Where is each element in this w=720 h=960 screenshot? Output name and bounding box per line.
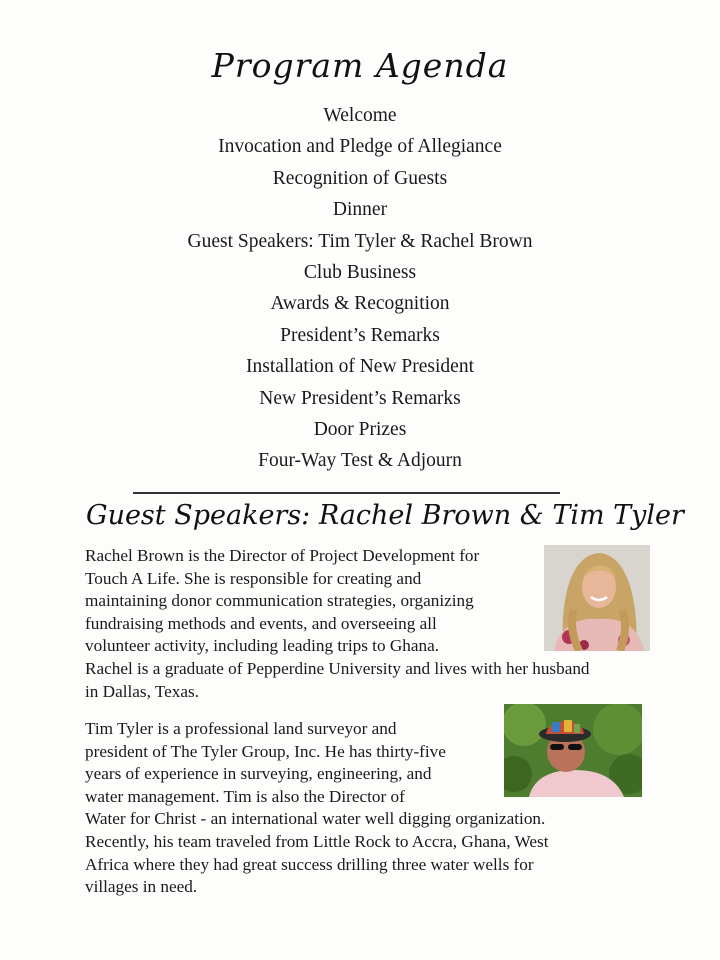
- agenda-item: Guest Speakers: Tim Tyler & Rachel Brown: [187, 230, 533, 252]
- bio-line: Rachel is a graduate of Pepperdine University and lives with her husband: [85, 658, 590, 678]
- guest-speakers-heading: Guest Speakers: Rachel Brown & Tim Tyler: [86, 500, 684, 531]
- bio-line: volunteer activity, including leading trips to Ghana.: [85, 636, 440, 656]
- agenda-item: New President’s Remarks: [259, 387, 461, 409]
- agenda-item: Recognition of Guests: [272, 167, 448, 189]
- agenda-item: Invocation and Pledge of Allegiance: [218, 136, 502, 158]
- agenda-list: [0, 100, 720, 477]
- bio-line: Africa where they had great success drilling three water wells for: [85, 854, 534, 874]
- bio-line: Rachel Brown is the Director of Project Development for: [85, 546, 480, 565]
- agenda-item: Dinner: [332, 199, 388, 221]
- tim-tyler-bio: [85, 718, 655, 899]
- bio-line: villages in need.: [85, 877, 198, 897]
- agenda-item: President’s Remarks: [280, 324, 440, 346]
- rachel-brown-bio: [85, 545, 655, 703]
- section-divider: [133, 492, 560, 494]
- agenda-item: Door Prizes: [313, 418, 407, 440]
- bio-line: president of The Tyler Group, Inc. He has thirty-five: [85, 741, 446, 761]
- bio-line: water management. Tim is also the Director of: [85, 786, 405, 806]
- bio-line: fundraising methods and events, and overseeing all: [85, 613, 437, 633]
- agenda-item: Awards & Recognition: [270, 293, 450, 315]
- bio-line: Recently, his team traveled from Little Rock to Accra, Ghana, West: [85, 831, 549, 851]
- agenda-item: Welcome: [323, 105, 397, 126]
- bio-line: years of experience in surveying, engineering, and: [85, 764, 432, 784]
- bio-line: Touch A Life. She is responsible for creating and: [85, 568, 422, 588]
- bio-line: maintaining donor communication strategies, organizing: [85, 591, 474, 611]
- bio-line: Water for Christ - an international water well digging organization.: [85, 809, 546, 829]
- agenda-item: Four-Way Test & Adjourn: [258, 450, 462, 472]
- program-agenda-title: Program Agenda: [211, 46, 509, 85]
- bio-line: in Dallas, Texas.: [85, 681, 199, 701]
- bio-line: Tim Tyler is a professional land surveyor and: [85, 719, 397, 738]
- agenda-item: Installation of New President: [246, 356, 474, 378]
- agenda-item: Club Business: [303, 261, 417, 283]
